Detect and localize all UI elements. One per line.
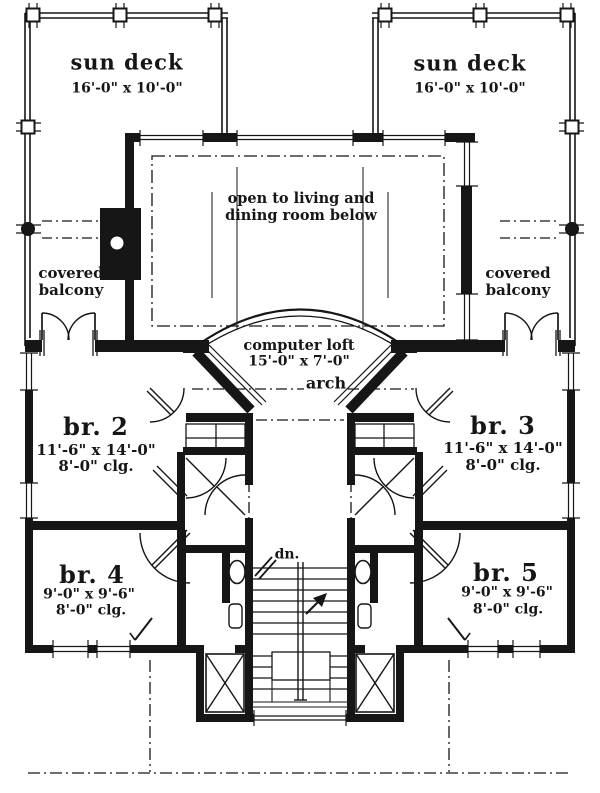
sink-left (229, 604, 242, 628)
covered-balcony-left-label: covered balcony (38, 264, 104, 299)
room-label-br4: br. 4 (59, 560, 125, 590)
bath-door-arcs (186, 458, 414, 515)
room-ceiling-br5: 8'-0" clg. (472, 601, 544, 618)
chimney-flue (111, 237, 124, 250)
shower-doors (153, 466, 447, 500)
balcony-column-left (21, 222, 35, 236)
covered-balcony-right-label: covered balcony (485, 264, 551, 299)
sink-right (358, 604, 371, 628)
balcony-column-right (565, 222, 579, 236)
room-label-br2: br. 2 (63, 412, 129, 442)
room-label-br5: br. 5 (473, 558, 539, 588)
stairs-dn-label: dn. (274, 546, 300, 563)
room-label-sun-deck-left: sun deck (70, 49, 184, 75)
room-dims-br4: 9'-0" x 9'-6" (43, 586, 135, 603)
open-to-below-drawing (100, 130, 478, 355)
room-ceiling-br2: 8'-0" clg. (58, 456, 134, 475)
stairs-drawing (253, 557, 347, 702)
computer-loft-dims: 15'-0" x 7'-0" (248, 353, 350, 370)
french-doors-right (505, 313, 558, 340)
room-label-sun-deck-right: sun deck (413, 50, 527, 76)
toilet-left (229, 561, 245, 584)
room-dims-br3: 11'-6" x 14'-0" (443, 438, 563, 457)
toilet-right (355, 561, 371, 584)
computer-loft-label: computer loft (243, 337, 355, 355)
room-dims-sun-deck-left: 16'-0" x 10'-0" (71, 80, 183, 97)
stair-landing (272, 652, 330, 680)
room-ceiling-br3: 8'-0" clg. (465, 455, 541, 474)
room-dims-br2: 11'-6" x 14'-0" (36, 440, 156, 459)
arch-label: arch (305, 373, 347, 393)
french-doors-left (42, 313, 95, 340)
room-ceiling-br4: 8'-0" clg. (55, 602, 127, 619)
room-dims-br5: 9'-0" x 9'-6" (461, 584, 553, 601)
open-to-below-label: open to living and dining room below (225, 190, 377, 224)
room-dims-sun-deck-right: 16'-0" x 10'-0" (414, 80, 526, 97)
room-label-br3: br. 3 (470, 411, 536, 441)
